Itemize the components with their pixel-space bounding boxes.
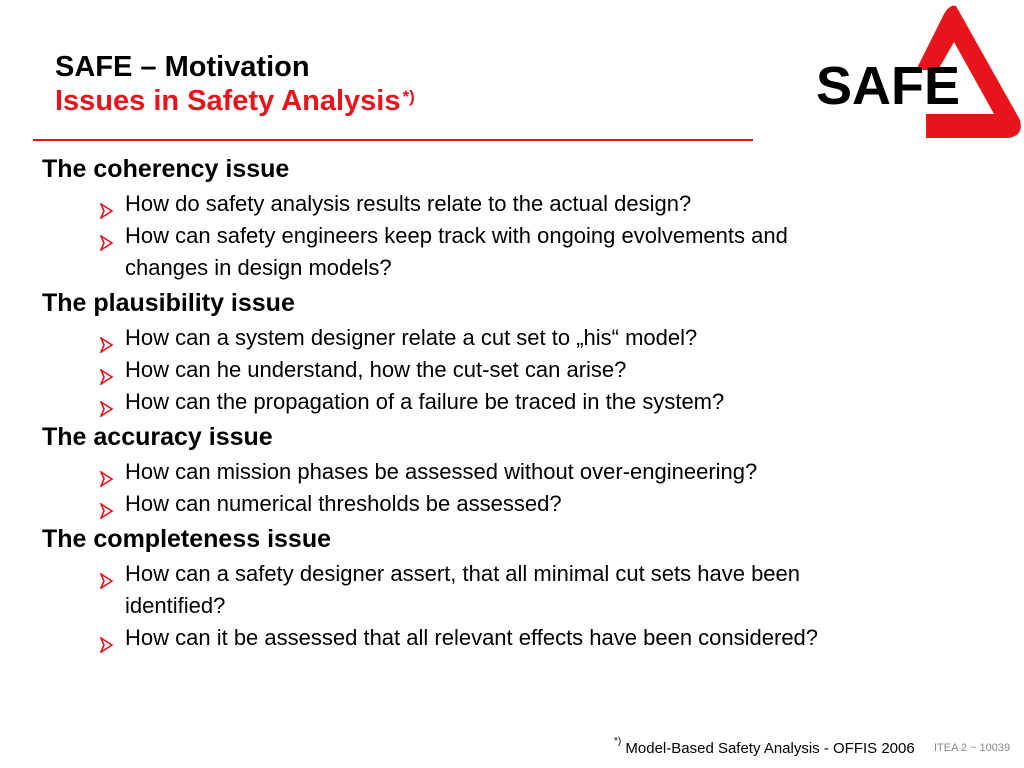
section-heading: The accuracy issue [42,423,273,451]
bullet-text-line: How can numerical thresholds be assessed? [125,491,562,516]
safe-logo [808,2,1024,142]
bullet-item [42,220,1002,284]
title-divider [33,139,753,141]
arrow-bullet-icon [98,228,114,244]
title-block [55,50,415,118]
issue-section [42,420,1002,520]
bullet-text-line: changes in design models? [125,255,392,280]
arrow-bullet-icon [98,394,114,410]
footer-slide-id: ITEA 2 ~ 10039 [934,742,1011,754]
bullet-item [42,488,1002,520]
logo-text: SAFE [816,56,961,116]
slide-subtitle-text: Issues in Safety Analysis [55,85,401,117]
arrow-bullet-icon [98,496,114,512]
slide-title: SAFE – Motivation [55,51,310,83]
bullet-text-line: How can safety engineers keep track with ongoing evolvements and [125,223,788,248]
bullet-item [42,386,1002,418]
arrow-bullet-icon [98,464,114,480]
slide-content [42,152,1002,656]
section-heading: The plausibility issue [42,289,295,317]
arrow-bullet-icon [98,196,114,212]
bullet-text-line: How can he understand, how the cut-set can arise? [125,357,627,382]
bullet-text-line: How can the propagation of a failure be traced in the system? [125,389,725,414]
bullet-text-line: How can a system designer relate a cut set to „his“ model? [125,325,698,350]
bullet-item [42,456,1002,488]
arrow-bullet-icon [98,362,114,378]
issue-section [42,152,1002,284]
bullet-text-line: How can it be assessed that all relevant effects have been considered? [125,625,819,650]
bullet-text-line: How can mission phases be assessed without over-engineering? [125,459,758,484]
subtitle-footnote-marker: *) [402,87,415,106]
arrow-bullet-icon [98,566,114,582]
footer-citation [614,736,915,757]
footer-marker: *) [614,736,622,747]
issue-section [42,286,1002,418]
arrow-bullet-icon [98,630,114,646]
bullet-text-line: identified? [125,593,226,618]
bullet-item [42,622,1002,654]
section-heading: The coherency issue [42,155,290,183]
slide-subtitle [55,84,415,118]
bullet-item [42,354,1002,386]
bullet-text-line: How do safety analysis results relate to the actual design? [125,191,692,216]
issue-section [42,522,1002,654]
bullet-item [42,558,1002,622]
bullet-item [42,322,1002,354]
bullet-item [42,188,1002,220]
section-heading: The completeness issue [42,525,332,553]
bullet-text-line: How can a safety designer assert, that all minimal cut sets have been [125,561,801,586]
footer-text: Model-Based Safety Analysis - OFFIS 2006 [625,740,915,757]
arrow-bullet-icon [98,330,114,346]
